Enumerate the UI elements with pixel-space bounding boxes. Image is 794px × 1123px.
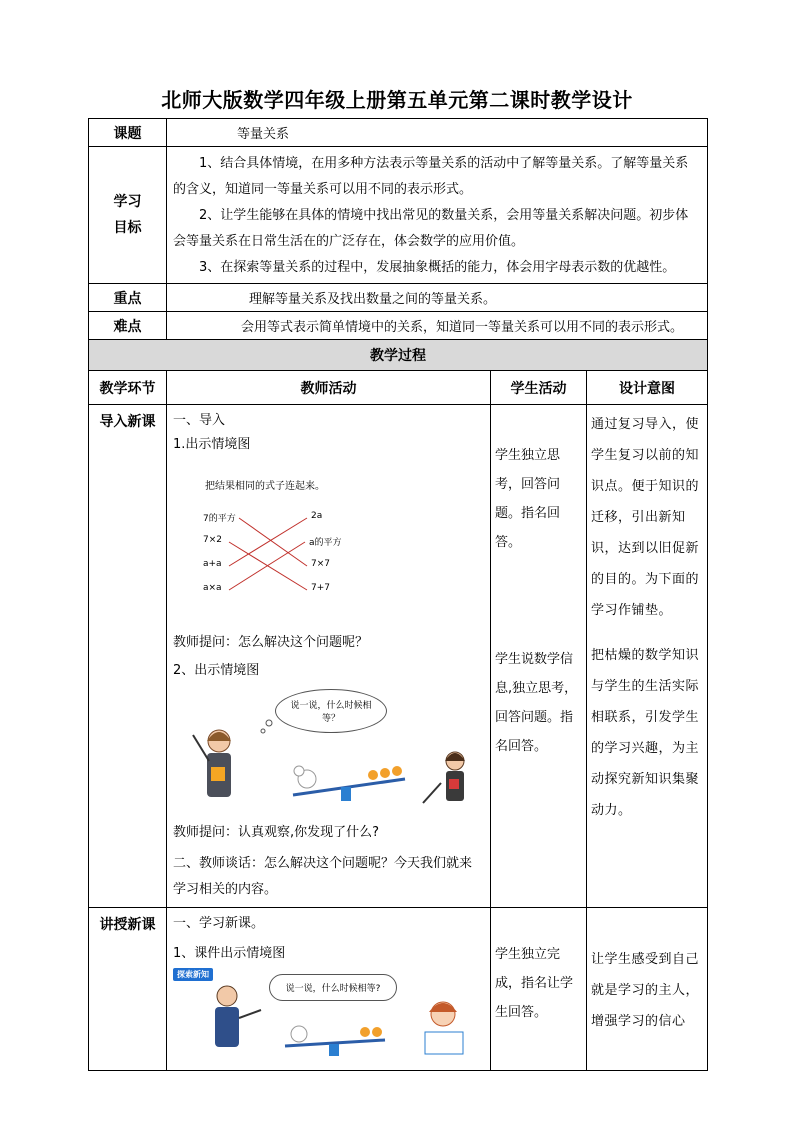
section-label: 导入新课 (89, 405, 167, 908)
explore-illustration (173, 966, 484, 1066)
column-header: 学生活动 (491, 371, 587, 405)
teacher-line: 一、学习新课。 (173, 916, 265, 931)
objectives-row (89, 147, 708, 284)
objectives-label: 学习 目标 (89, 147, 167, 284)
match-right-item: 7×7 (311, 559, 330, 569)
teacher-activity (167, 908, 491, 1071)
match-left-item: a×a (203, 583, 222, 593)
matching-exercise-figure (173, 457, 484, 625)
section-new-lesson-row (89, 908, 708, 1071)
teacher-line: 2、出示情境图 (173, 663, 260, 678)
key-point-row (89, 284, 708, 312)
objectives-content (167, 147, 708, 284)
column-header: 教师活动 (167, 371, 491, 405)
teacher-line: 一、导入 (173, 413, 226, 428)
objective-item: 1、结合具体情境，在用多种方法表示等量关系的活动中了解等量关系。了解等量关系的含义，知道同一等量关系可以用不同的表示形式。 (173, 156, 689, 197)
objective-item: 3、在探索等量关系的过程中，发展抽象概括的能力，体会用字母表示数的优越性。 (199, 260, 676, 275)
teacher-line: 1、课件出示情境图 (173, 946, 286, 961)
speech-bubble: 说一说，什么时候相等？ (275, 689, 387, 733)
seesaw-icon (293, 766, 405, 801)
teacher-activity (167, 405, 491, 908)
intent-text: 把枯燥的数学知识与学生的生活实际相联系，引发学生的学习兴趣，为主动探究新知识集聚动力。 (591, 648, 700, 818)
match-right-item: 2a (311, 511, 323, 521)
topic-label: 课题 (89, 119, 167, 147)
difficulty-value: 会用等式表示简单情境中的关系，知道同一等量关系可以用不同的表示形式。 (167, 312, 708, 340)
intent-text: 让学生感受到自己就是学习的主人，增强学习的信心 (591, 952, 700, 1029)
difficulty-label: 难点 (89, 312, 167, 340)
column-header: 教学环节 (89, 371, 167, 405)
student-text: 学生独立完成，指名让学生回答。 (495, 947, 574, 1020)
objective-item: 2、让学生能够在具体的情境中找出常见的数量关系，会用等量关系解决问题。初步体会等量关系在日常生活在的广泛存在，体会数学的应用价值。 (173, 208, 689, 249)
teacher-line: 教师提问：怎么解决这个问题呢？ (173, 635, 369, 650)
process-header: 教学过程 (89, 340, 708, 371)
teacher-figure-icon (215, 986, 261, 1047)
design-intent (587, 405, 708, 908)
match-lines (173, 457, 373, 625)
teacher-figure-icon (193, 730, 231, 797)
match-right-item: 7+7 (311, 583, 330, 593)
lesson-plan-table (88, 118, 708, 1071)
difficulty-row (89, 312, 708, 340)
column-header: 设计意图 (587, 371, 708, 405)
student-activity (491, 908, 587, 1071)
teacher-line: 二、教师谈话：怎么解决这个问题呢？今天我们就来学习相关的内容。 (173, 856, 473, 897)
key-point-label: 重点 (89, 284, 167, 312)
student-text: 学生说数学信息,独立思考，回答问题。指名回答。 (495, 652, 578, 754)
section-label: 讲授新课 (89, 908, 167, 1071)
student-text: 学生独立思考，回答问题。指名回答。 (495, 448, 561, 550)
match-left-item: 7的平方 (203, 514, 236, 524)
key-point-value: 理解等量关系及找出数量之间的等量关系。 (167, 284, 708, 312)
document-title: 北师大版数学四年级上册第五单元第二课时教学设计 (161, 88, 633, 112)
topic-value: 等量关系 (167, 119, 708, 147)
column-header-row (89, 371, 708, 405)
teacher-line: 1.出示情境图 (173, 437, 251, 452)
section-intro-row (89, 405, 708, 908)
match-title: 把结果相同的式子连起来。 (205, 481, 325, 492)
match-left-item: 7×2 (203, 535, 222, 545)
topic-row (89, 119, 708, 147)
teacher-line: 教师提问：认真观察,你发现了什么? (173, 825, 380, 840)
speech-bubble: 说一说，什么时候相等? (269, 974, 397, 1001)
student-figure-icon (425, 1002, 463, 1054)
classroom-scene (173, 683, 485, 815)
seesaw-illustration (173, 683, 484, 815)
design-intent (587, 908, 708, 1071)
process-header-row (89, 340, 708, 371)
seesaw-icon (285, 1026, 385, 1056)
teacher-figure-icon (423, 752, 465, 803)
intent-text: 通过复习导入，使学生复习以前的知识点。便于知识的迁移，引出新知识，达到以旧促新的目的。为下面的学习作铺垫。 (591, 417, 700, 618)
explore-scene (173, 966, 485, 1066)
student-activity (491, 405, 587, 908)
match-right-item: a的平方 (309, 538, 342, 548)
explore-badge: 探索新知 (173, 968, 213, 981)
match-left-item: a+a (203, 559, 222, 569)
